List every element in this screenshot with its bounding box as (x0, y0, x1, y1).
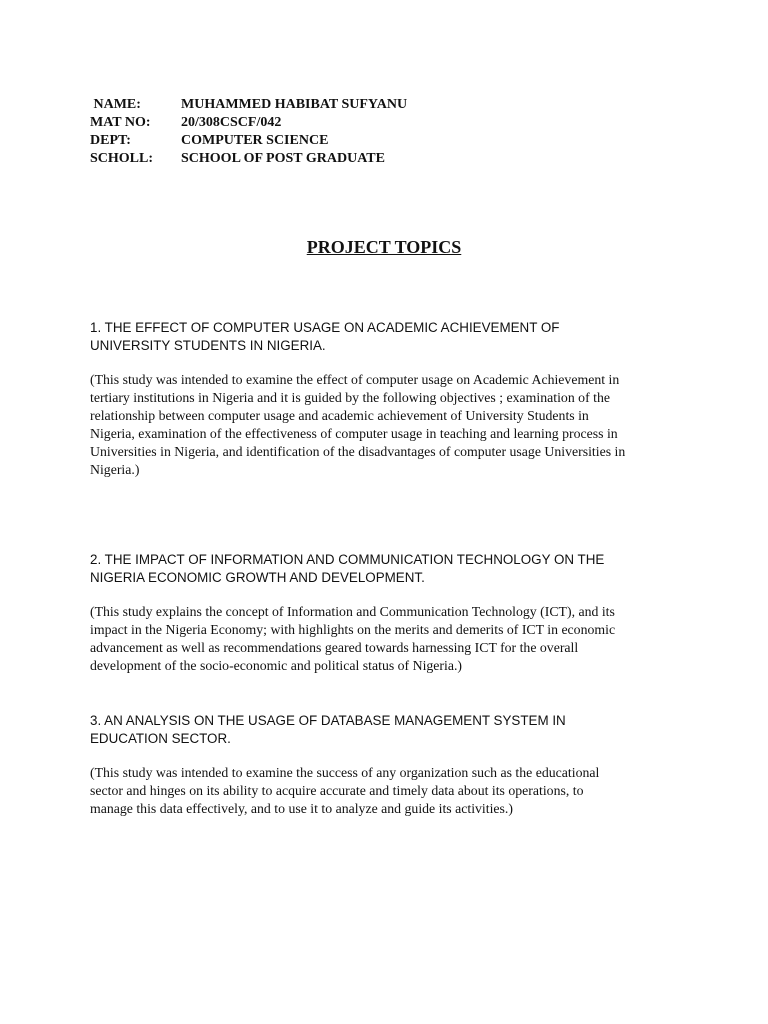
dept-value: COMPUTER SCIENCE (181, 133, 329, 148)
name-label: NAME: (90, 97, 141, 112)
topic-title: 1. THE EFFECT OF COMPUTER USAGE ON ACADEMIC ACHIEVEMENT OF UNIVERSITY STUDENTS IN NIGERIA. (90, 320, 560, 353)
name-value: MUHAMMED HABIBAT SUFYANU (181, 97, 408, 112)
topic-description: (This study was intended to examine the success of any organization such as the educational sector and hinges on its ability to acquire accurate and timely data about its operations, to manage this data effectively, and to use it to analyze and guide its activities.) (90, 765, 600, 816)
topic-title: 2. THE IMPACT OF INFORMATION AND COMMUNICATION TECHNOLOGY ON THE NIGERIA ECONOMIC GROWTH AND DEVELOPMENT. (90, 552, 605, 585)
topic-description: (This study was intended to examine the effect of computer usage on Academic Achievement in tertiary institutions in Nigeria and it is guided by the following objectives ; examination of the relationship between computer usage and academic achievement of University Students in Nigeria, examination of the effectiveness of computer usage in teaching and learning process in Universities in Nigeria, and identification of the disadvantages of computer usage Universities in Nigeria.) (90, 372, 626, 477)
school-value: SCHOOL OF POST GRADUATE (181, 151, 385, 166)
mat-no-value: 20/308CSCF/042 (181, 115, 282, 130)
mat-no-label: MAT NO: (90, 115, 151, 130)
mat-no-row (90, 114, 407, 132)
topic-item (90, 319, 690, 479)
page-title: PROJECT TOPICS (306, 237, 462, 257)
topic-description: (This study explains the concept of Information and Communication Technology (ICT), and its impact in the Nigeria Economy; with highlights on the merits and demerits of ICT in economic advancement as well as recommendations geared towards harnessing ICT for the overall development of the socio-economic and political status of Nigeria.) (90, 604, 616, 673)
school-label: SCHOLL: (90, 151, 154, 166)
dept-label: DEPT: (90, 133, 131, 148)
topic-item (90, 712, 690, 818)
school-row (90, 150, 407, 168)
topic-item (90, 551, 690, 675)
student-info-block (90, 96, 407, 168)
topic-title: 3. AN ANALYSIS ON THE USAGE OF DATABASE MANAGEMENT SYSTEM IN EDUCATION SECTOR. (90, 713, 566, 746)
dept-row (90, 132, 407, 150)
student-name-row (90, 96, 407, 114)
